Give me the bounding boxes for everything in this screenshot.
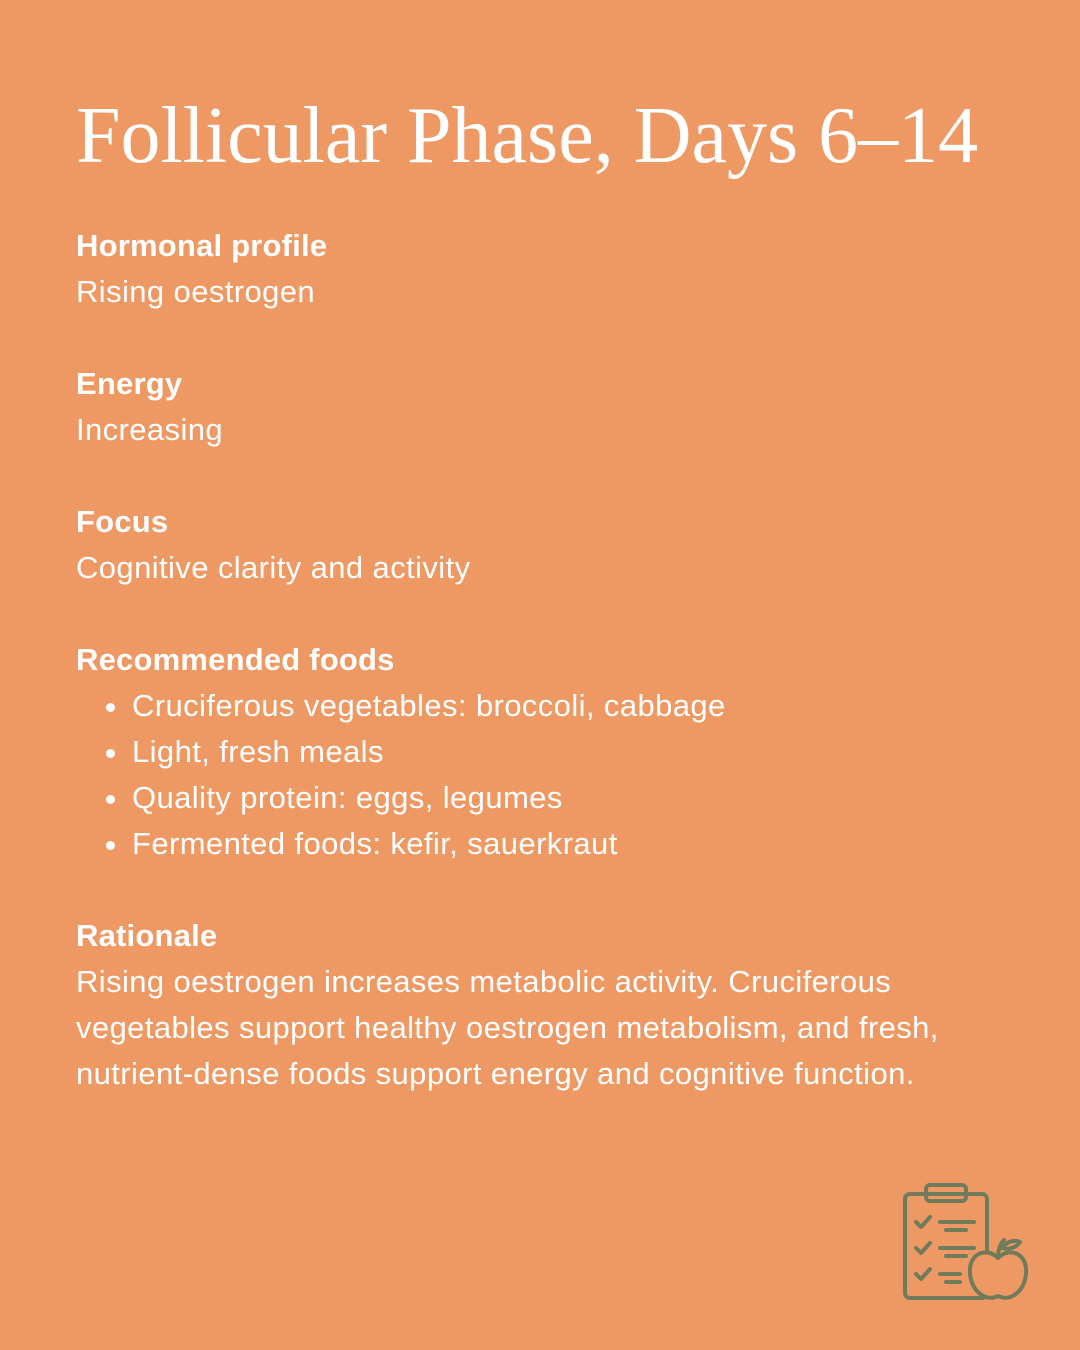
section-heading: Hormonal profile bbox=[76, 228, 328, 263]
list-item: Fermented foods: kefir, sauerkraut bbox=[76, 821, 1036, 867]
list-item: Light, fresh meals bbox=[76, 729, 1036, 775]
section-heading: Recommended foods bbox=[76, 642, 395, 677]
clipboard-checklist-apple-icon bbox=[898, 1182, 1030, 1304]
section-value: Cognitive clarity and activity bbox=[76, 550, 471, 585]
section-rationale bbox=[76, 913, 1036, 1097]
section-recommended-foods bbox=[76, 637, 1036, 867]
rationale-text: Rising oestrogen increases metabolic activity. Cruciferous vegetables support healthy oestrogen metabolism, and fresh, nutrient-dense foods support energy and cognitive function. bbox=[76, 964, 939, 1091]
section-focus bbox=[76, 499, 1036, 591]
section-hormonal-profile bbox=[76, 223, 1036, 315]
page-title: Follicular Phase, Days 6–14 bbox=[76, 92, 979, 180]
list-item: Quality protein: eggs, legumes bbox=[76, 775, 1036, 821]
list-item: Cruciferous vegetables: broccoli, cabbage bbox=[76, 683, 1036, 729]
section-heading: Rationale bbox=[76, 918, 218, 953]
foods-list bbox=[76, 683, 1036, 867]
section-heading: Focus bbox=[76, 504, 169, 539]
section-energy bbox=[76, 361, 1036, 453]
section-value: Increasing bbox=[76, 412, 224, 447]
section-heading: Energy bbox=[76, 366, 183, 401]
section-value: Rising oestrogen bbox=[76, 274, 316, 309]
